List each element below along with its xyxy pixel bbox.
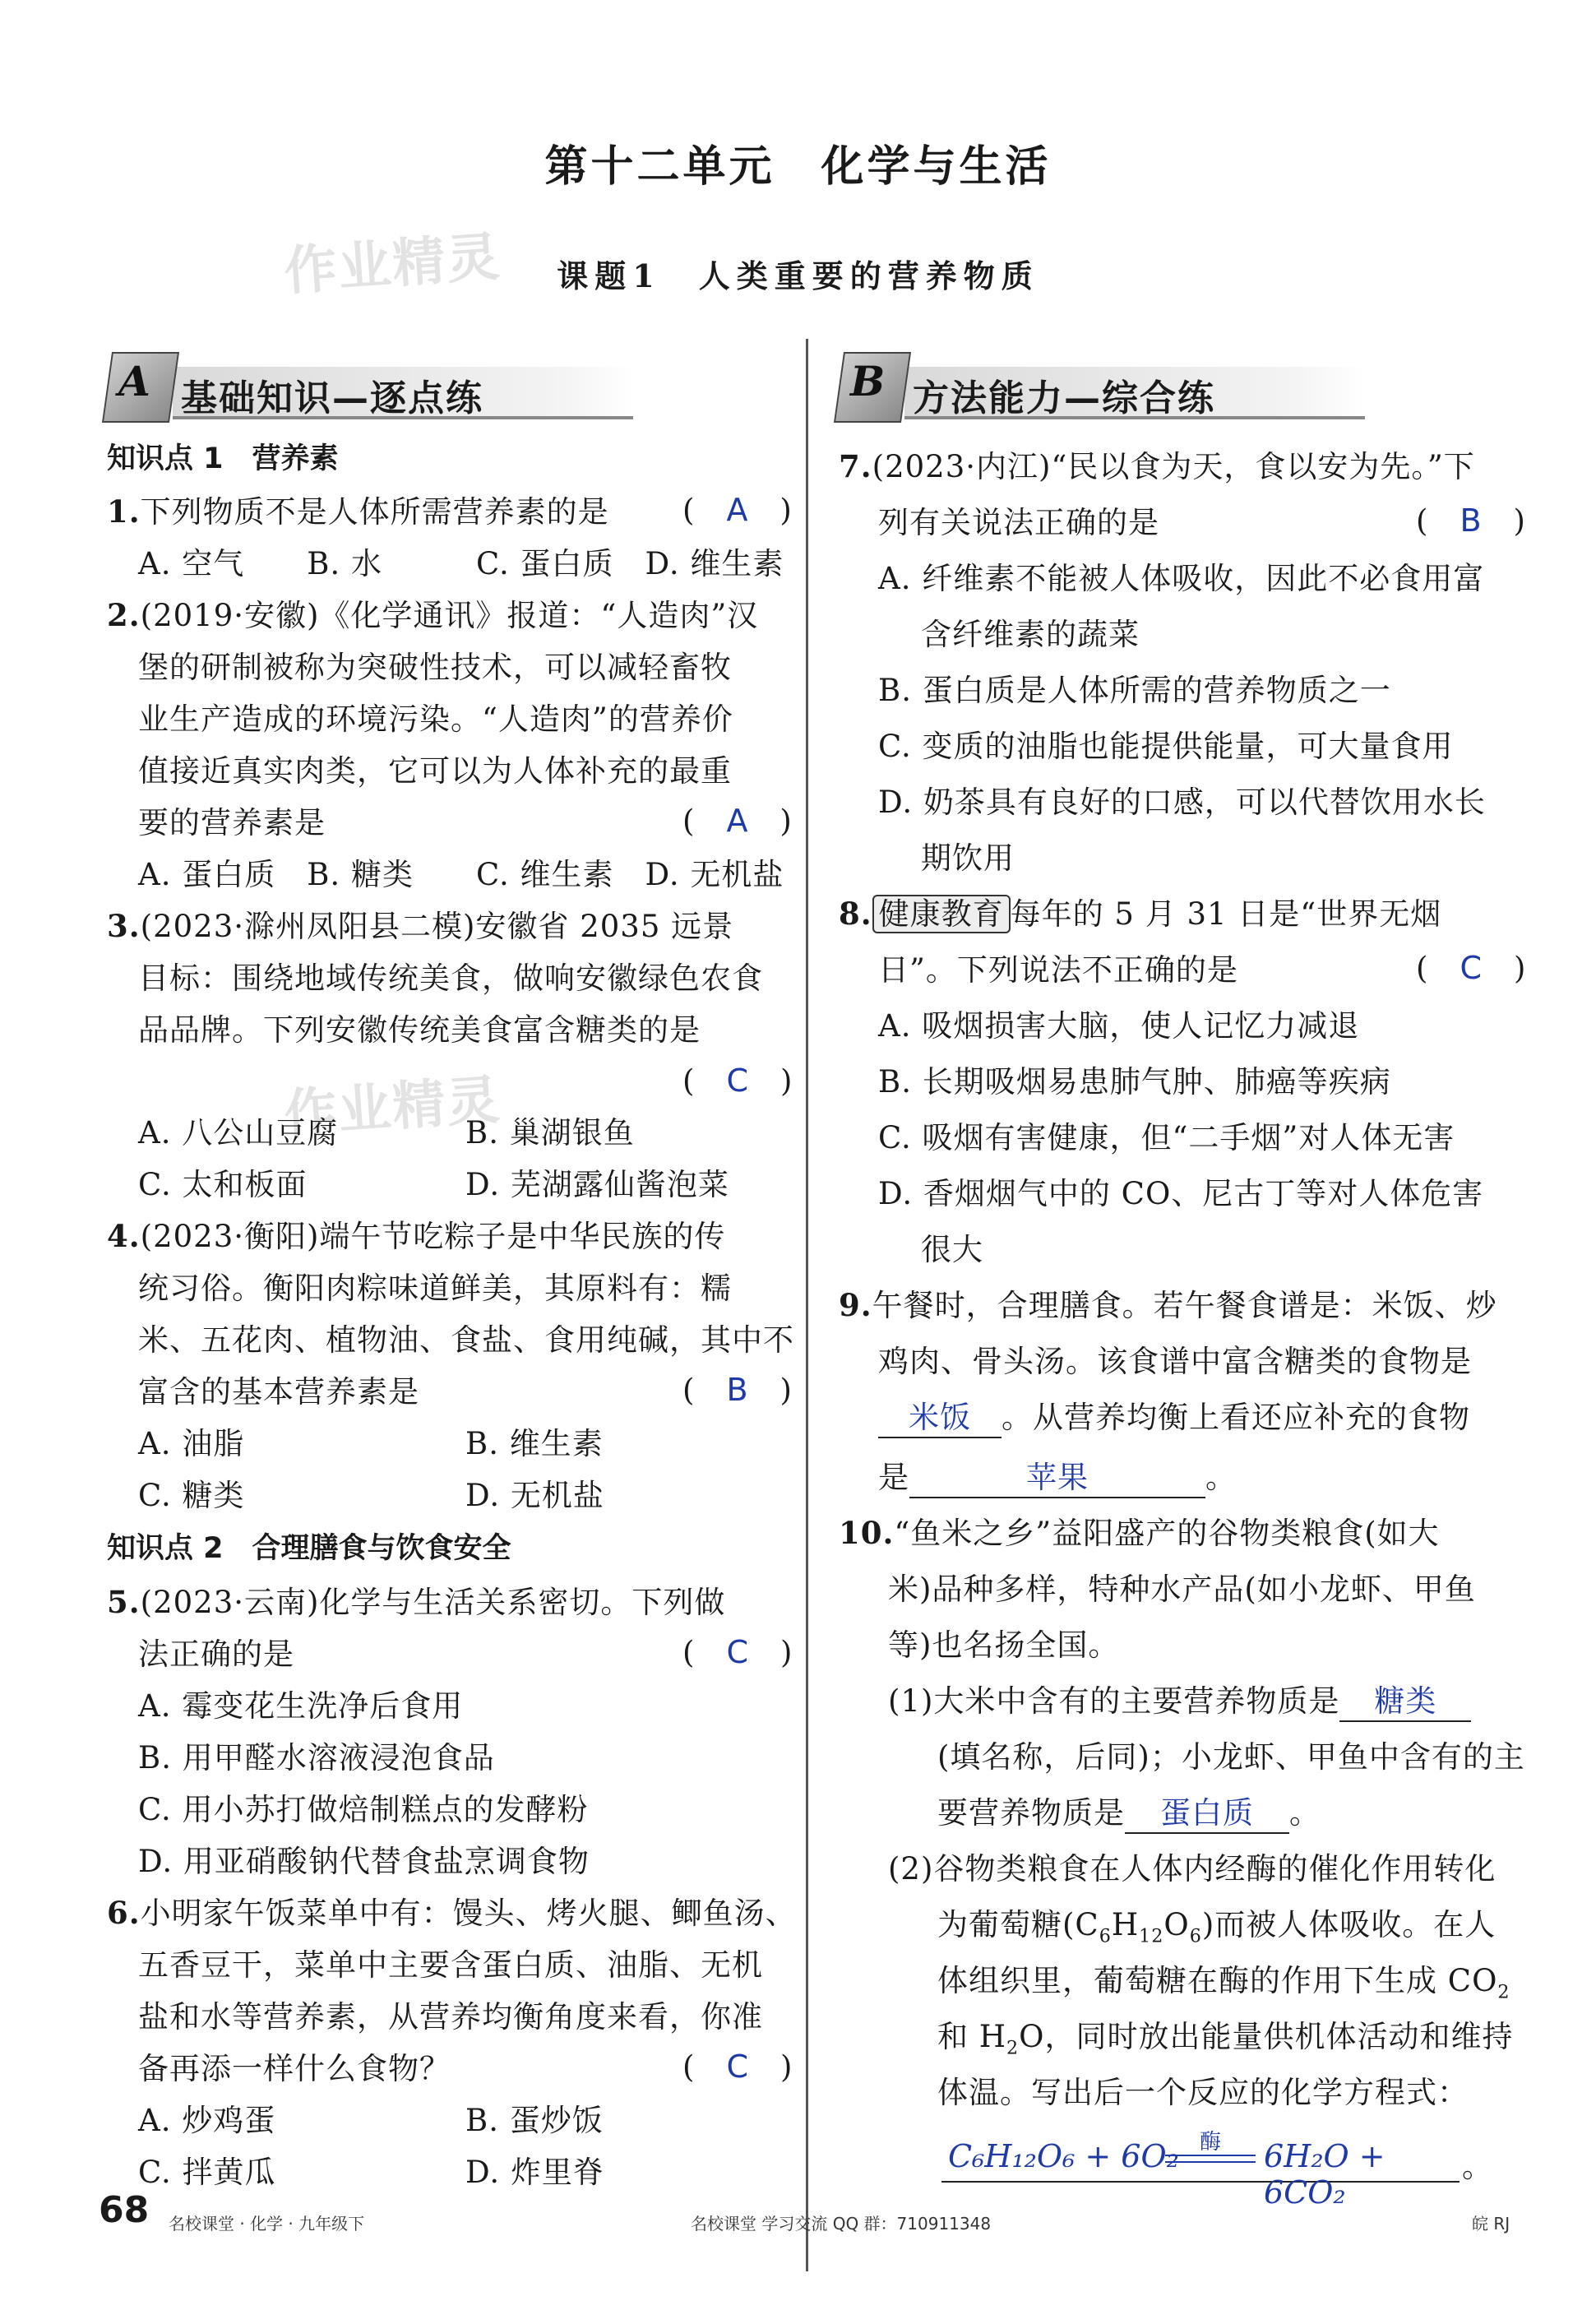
q2-line-3: 业生产造成的环境污染。“人造肉”的营养价 [138, 701, 733, 737]
q6-line-3: 盐和水等营养素，从营养均衡角度来看，你准 [138, 1999, 763, 2035]
q4-line-4: 富含的基本营养素是 [138, 1374, 419, 1410]
q7-answer-value: B [1460, 502, 1483, 539]
equation-condition: 酶 [1199, 2130, 1221, 2155]
q2-line-5: 要的营养素是 [138, 805, 326, 840]
section-b-title: 方法能力—综合练 [913, 377, 1215, 419]
q10-line-1: “鱼米之乡”益阳盛产的谷物类粮食(如大 [894, 1516, 1440, 1551]
q3-option-a: A. 八公山豆腐 [138, 1115, 339, 1150]
q5-option-a: A. 霉变花生洗净后食用 [138, 1688, 464, 1724]
q1-answer-value: A [726, 492, 749, 528]
q3-line-2: 目标：围绕地域传统美食，做响安徽绿色农食 [138, 961, 763, 996]
q6-line-1: 小明家午饭菜单中有：馒头、烤火腿、鲫鱼汤、 [140, 1896, 797, 1931]
q9-number: 9. [839, 1287, 872, 1323]
q2-stem [107, 590, 758, 635]
q1-answer: ( A ) [682, 492, 793, 528]
q1-options: A. 空气 B. 水 C. 蛋白质 D. 维生素 [138, 546, 784, 581]
q6-stem [107, 1888, 797, 1933]
equation-left: C₆H₁₂O₆ + 6O₂ [948, 2138, 1179, 2174]
watermark-middle: 作业精灵 [282, 1069, 503, 1146]
page-number: 68 [99, 2189, 150, 2231]
q7-option-b: B. 蛋白质是人体所需的营养物质之一 [878, 673, 1391, 708]
q10-p2b-3: O [1163, 1907, 1190, 1942]
q7-option-d-2: 期饮用 [921, 840, 1015, 876]
q3-answer-value: C [726, 1062, 749, 1099]
q8-line-2: 日”。下列说法不正确的是 [878, 952, 1238, 988]
q8-number: 8. [839, 896, 872, 932]
q10-blank-2[interactable]: 蛋白质 [1125, 1788, 1289, 1834]
q10-p2c-1: 体组织里，葡萄糖在酶的作用下生成 CO [937, 1963, 1498, 1998]
q2-number: 2. [107, 597, 141, 633]
q4-answer-value: B [726, 1372, 749, 1408]
q7-line-2: 列有关说法正确的是 [878, 505, 1159, 540]
section-b-letter: B [850, 357, 886, 405]
q2-line-2: 堡的研制被称为突破性技术，可以减轻畜牧 [138, 650, 732, 685]
q3-line-1: (2023·滁州凤阳县二模)安徽省 2035 远景 [140, 909, 734, 944]
q7-option-a-1: A. 纤维素不能被人体吸收，因此不必食用富 [878, 561, 1485, 596]
q2-answer-value: A [726, 803, 749, 839]
q10-p2b-2: H [1111, 1907, 1140, 1942]
q9-line-3 [878, 1392, 1470, 1438]
q7-stem [839, 442, 1475, 486]
q8-option-b: B. 长期吸烟易患肺气肿、肺癌等疾病 [878, 1064, 1391, 1100]
q10-p2d-1: 和 H [937, 2019, 1007, 2054]
q8-option-c: C. 吸烟有害健康，但“二手烟”对人体无害 [878, 1120, 1455, 1155]
q10-blank-1[interactable]: 糖类 [1339, 1676, 1471, 1722]
q10-number: 10. [839, 1515, 895, 1551]
q4-line-3: 米、五花肉、植物油、食盐、食用纯碱，其中不 [138, 1322, 794, 1358]
q9-blank-2[interactable]: 苹果 [909, 1452, 1205, 1498]
footer-qq-group: 名校课堂 学习交流 QQ 群：710911348 [691, 2214, 992, 2234]
q9-line-3-text: 。从营养均衡上看还应补充的食物 [1002, 1400, 1470, 1435]
q7-option-c: C. 变质的油脂也能提供能量，可大量食用 [878, 729, 1454, 764]
q9-stem [839, 1280, 1497, 1325]
q9-line-4-prefix: 是 [878, 1460, 909, 1495]
q10-stem [839, 1508, 1440, 1553]
q4-stem [107, 1211, 725, 1256]
q6-option-b: B. 蛋炒饭 [465, 2103, 604, 2138]
q4-option-b: B. 维生素 [465, 1426, 604, 1461]
q4-answer: ( B ) [682, 1372, 793, 1408]
q9-line-4-suffix: 。 [1205, 1460, 1237, 1495]
knowledge-point-1: 知识点 1 营养素 [107, 442, 339, 475]
q3-option-c: C. 太和板面 [138, 1167, 308, 1202]
q9-line-2: 鸡肉、骨头汤。该食谱中富含糖类的食物是 [878, 1344, 1472, 1379]
q5-line-1: (2023·云南)化学与生活关系密切。下列做 [140, 1585, 726, 1620]
q5-number: 5. [107, 1584, 141, 1620]
q9-line-4 [878, 1452, 1237, 1498]
q2-line-1: (2019·安徽)《化学通讯》报道：“人造肉”汉 [140, 598, 759, 633]
q10-sub-6b: 6 [1189, 1925, 1202, 1947]
watermark-top: 作业精灵 [282, 226, 503, 303]
q10-line-2: 米)品种多样，特种水产品(如小龙虾、甲鱼 [888, 1572, 1476, 1607]
q8-option-a: A. 吸烟损害大脑，使人记忆力减退 [878, 1008, 1360, 1044]
q7-number: 7. [839, 448, 872, 484]
section-b-header [839, 352, 1299, 434]
q8-answer: ( C ) [1416, 950, 1527, 986]
q10-part2-line1: (2)谷物类粮食在人体内经酶的催化作用转化 [888, 1851, 1497, 1887]
q4-number: 4. [107, 1218, 141, 1254]
q4-line-2: 统习俗。衡阳肉粽味道鲜美，其原料有：糯 [138, 1271, 732, 1306]
q7-line-1: (2023·内江)“民以食为天，食以安为先。”下 [872, 449, 1475, 484]
q10-part2-line3 [937, 1956, 1510, 2002]
q3-option-b: B. 巢湖银鱼 [465, 1115, 635, 1150]
q3-stem [107, 901, 733, 946]
q1-stem [107, 487, 609, 531]
q10-sub-12: 12 [1139, 1925, 1164, 1947]
q3-number: 3. [107, 908, 141, 944]
section-a-title: 基础知识—逐点练 [181, 377, 483, 419]
q6-answer: ( C ) [682, 2049, 793, 2085]
q1-text: 下列物质不是人体所需营养素的是 [140, 494, 609, 530]
q6-number: 6. [107, 1895, 141, 1931]
q6-option-d: D. 炸里脊 [465, 2155, 604, 2190]
q4-option-a: A. 油脂 [138, 1426, 245, 1461]
unit-title: 第十二单元 化学与生活 [544, 141, 1052, 192]
q10-part1-line3-text: 要营养物质是 [937, 1795, 1125, 1831]
q8-line-1: 每年的 5 月 31 日是“世界无烟 [1010, 896, 1442, 932]
q7-answer: ( B ) [1416, 502, 1526, 539]
q10-part2-line4 [937, 2012, 1514, 2058]
column-divider [806, 339, 808, 2271]
q7-option-d-1: D. 奶茶具有良好的口感，可以代替饮用水长 [878, 785, 1486, 820]
lesson-title: 课题1 人类重要的营养物质 [557, 257, 1039, 294]
q10-p2b-4: )而被人体吸收。在人 [1201, 1907, 1497, 1942]
q10-sub-6a: 6 [1099, 1925, 1112, 1947]
q10-line-3: 等)也名扬全国。 [888, 1627, 1120, 1663]
q10-part1-line2: (填名称，后同)；小龙虾、甲鱼中含有的主 [937, 1739, 1525, 1775]
q10-part1-line3 [937, 1788, 1321, 1834]
q10-part1-line1 [888, 1676, 1471, 1722]
q10-part2-line2 [937, 1900, 1496, 1947]
q6-option-a: A. 炒鸡蛋 [138, 2103, 276, 2138]
q9-line-1: 午餐时，合理膳食。若午餐食谱是：米饭、炒 [872, 1288, 1497, 1323]
q5-option-c: C. 用小苏打做焙制糕点的发酵粉 [138, 1792, 589, 1827]
footer-book-title: 名校课堂 · 化学 · 九年级下 [169, 2214, 365, 2234]
q1-number: 1. [107, 493, 141, 530]
q2-answer: ( A ) [682, 803, 793, 839]
q10-equation-end: 。 [1462, 2149, 1493, 2184]
q8-option-d-2: 很大 [921, 1232, 983, 1267]
q2-options: A. 蛋白质 B. 糖类 C. 维生素 D. 无机盐 [138, 857, 784, 892]
q3-option-d: D. 芜湖露仙酱泡菜 [465, 1167, 729, 1202]
q6-line-4: 备再添一样什么食物？ [138, 2051, 451, 2086]
q4-option-d: D. 无机盐 [465, 1478, 604, 1513]
knowledge-point-2: 知识点 2 合理膳食与饮食安全 [107, 1532, 511, 1565]
q7-option-a-2: 含纤维素的蔬菜 [921, 617, 1140, 652]
q4-line-1: (2023·衡阳)端午节吃粽子是中华民族的传 [140, 1219, 726, 1254]
footer-edition: 皖 RJ [1472, 2214, 1510, 2234]
section-a-header [107, 352, 567, 434]
q10-sub-2a: 2 [1497, 1981, 1510, 2003]
section-a-letter: A [118, 357, 150, 405]
q2-line-4: 值接近真实肉类，它可以为人体补充的最重 [138, 753, 732, 789]
q5-answer: ( C ) [682, 1634, 793, 1670]
q5-stem [107, 1577, 725, 1622]
q8-option-d-1: D. 香烟烟气中的 CO、尼古丁等对人体危害 [878, 1176, 1484, 1211]
q9-blank-1[interactable]: 米饭 [878, 1392, 1002, 1438]
q8-stem [839, 889, 1441, 933]
q5-answer-value: C [726, 1634, 749, 1670]
equation-right: 6H₂O + 6CO₂ [1264, 2138, 1386, 2211]
q5-option-b: B. 用甲醛水溶液浸泡食品 [138, 1740, 495, 1775]
q10-equation-blank[interactable] [941, 2123, 1460, 2211]
q8-tag: 健康教育 [872, 895, 1011, 933]
equation-equals-sign [1165, 2155, 1256, 2163]
q10-sub-2b: 2 [1006, 2037, 1020, 2059]
q8-answer-value: C [1460, 950, 1483, 986]
q5-option-d: D. 用亚硝酸钠代替食盐烹调食物 [138, 1844, 590, 1879]
q6-option-c: C. 拌黄瓜 [138, 2155, 276, 2190]
q6-line-2: 五香豆干，菜单中主要含蛋白质、油脂、无机 [138, 1947, 763, 1983]
q3-line-3: 品品牌。下列安徽传统美食富含糖类的是 [138, 1012, 701, 1048]
q10-part1-text: (1)大米中含有的主要营养物质是 [888, 1683, 1340, 1719]
q6-answer-value: C [726, 2049, 749, 2085]
q10-part2-line5: 体温。写出后一个反应的化学方程式： [937, 2075, 1469, 2110]
q5-line-2: 法正确的是 [138, 1637, 294, 1672]
q4-option-c: C. 糖类 [138, 1478, 245, 1513]
q10-p2d-2: O，同时放出能量供机体活动和维持 [1019, 2019, 1514, 2054]
q3-answer: ( C ) [682, 1062, 793, 1099]
q10-part1-line3-end: 。 [1289, 1795, 1321, 1831]
q10-p2b-1: 为葡萄糖(C [937, 1907, 1099, 1942]
